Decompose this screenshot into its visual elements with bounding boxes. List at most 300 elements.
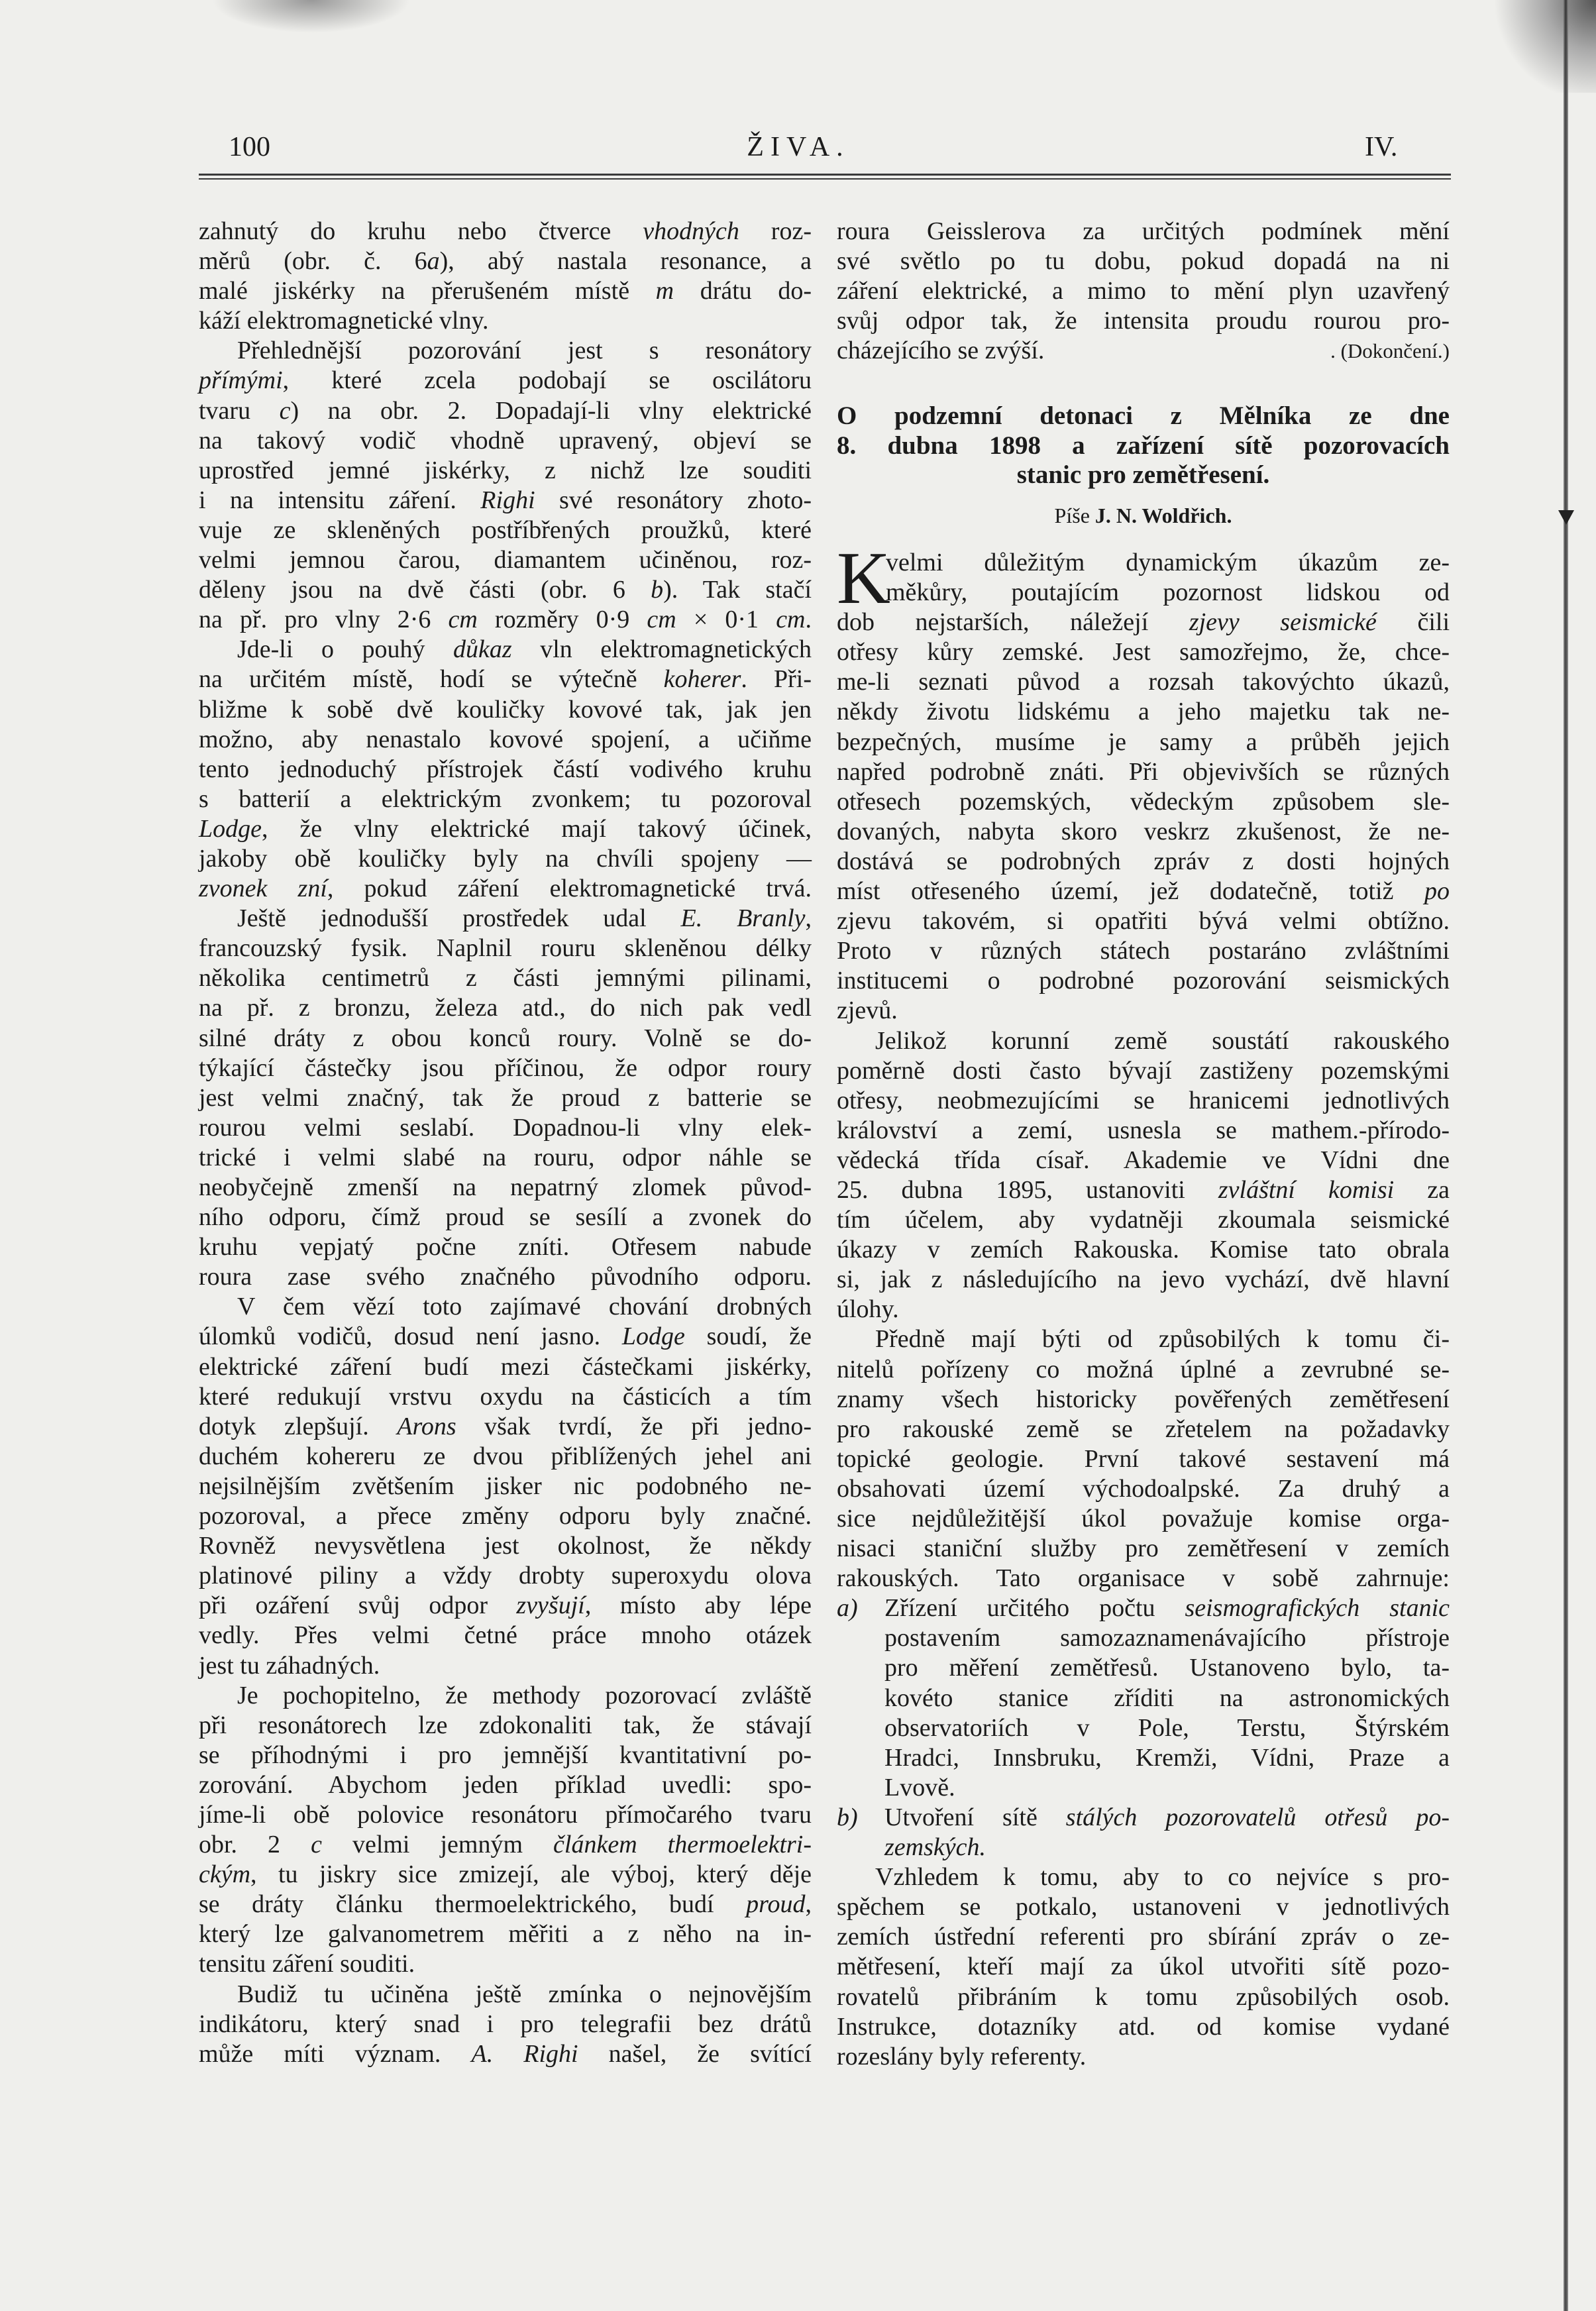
text-run: duchém kohereru ze dvou přiblížených jehel ani bbox=[199, 1442, 812, 1470]
text-line bbox=[837, 936, 1450, 966]
text-run: vedly. Přes velmi četné práce mnoho otázek bbox=[199, 1621, 812, 1650]
italic-text: a bbox=[427, 247, 440, 276]
text-line bbox=[199, 1890, 812, 1919]
text-line bbox=[199, 904, 812, 934]
text-run: V čem vězí toto zajímavé chování drobných bbox=[237, 1293, 812, 1321]
text-run: bezpečných, musíme je samy a průběh jejich bbox=[837, 727, 1450, 756]
text-run: nejsilnějším zvětšením jisker nic podobného ne- bbox=[199, 1472, 812, 1500]
text-run: ), abý nastala resonance, a bbox=[439, 247, 812, 276]
text-line bbox=[199, 755, 812, 784]
text-run: Lvově. bbox=[884, 1773, 955, 1801]
text-line bbox=[199, 1860, 812, 1890]
text-line bbox=[199, 1472, 812, 1501]
text-line bbox=[837, 548, 1450, 578]
right-column-continuation bbox=[837, 217, 1450, 366]
text-line bbox=[199, 2039, 812, 2069]
text-line bbox=[199, 725, 812, 755]
text-line bbox=[837, 276, 1450, 306]
text-line bbox=[837, 1564, 1450, 1593]
scan-smudge bbox=[212, 0, 411, 33]
volume-number: IV. bbox=[1365, 132, 1398, 162]
text-run: které redukují vrstvu oxydu na částicích a tím bbox=[199, 1382, 812, 1411]
text-line bbox=[199, 635, 812, 665]
text-run: na takový vodič vhodně upravený, objeví se bbox=[199, 426, 812, 455]
italic-text: E. Branly bbox=[680, 904, 806, 933]
text-line bbox=[199, 1173, 812, 1203]
text-line bbox=[199, 1651, 812, 1681]
text-line bbox=[837, 1684, 1450, 1713]
text-run: však tvrdí, že při jedno- bbox=[456, 1412, 812, 1440]
text-line bbox=[837, 1653, 1450, 1683]
text-line bbox=[837, 1862, 1450, 1892]
text-run: měkůry, poutajícím pozornost lidskou od bbox=[886, 578, 1450, 607]
text-run: platinové piliny a vždy drobty superoxydu olova bbox=[199, 1562, 812, 1590]
running-head-journal: ŽIVA. bbox=[747, 132, 850, 162]
text-run: napřed podrobně znáti. Při objevivších se různých bbox=[837, 757, 1450, 786]
italic-text: Lodge bbox=[621, 1322, 685, 1351]
text-line bbox=[837, 2042, 1450, 2072]
text-run: při resonátorech lze zdokonaliti tak, že stávají bbox=[199, 1711, 812, 1739]
left-column bbox=[199, 217, 812, 2069]
text-line bbox=[199, 1681, 812, 1711]
text-run: Předně mají býti od způsobilých k tomu či- bbox=[875, 1325, 1450, 1354]
text-line bbox=[199, 665, 812, 694]
page-edge bbox=[1564, 0, 1568, 2311]
text-run: trické i velmi slabé na rouru, odpor náhle se bbox=[199, 1143, 812, 1171]
text-line bbox=[199, 1203, 812, 1232]
text-run: své světlo po tu dobu, pokud dopadá na ni bbox=[837, 247, 1450, 276]
text-run: měrů (obr. č. 6 bbox=[199, 247, 427, 276]
text-run: se dráty článku thermoelektrického, budí bbox=[199, 1890, 747, 1919]
text-line bbox=[837, 246, 1450, 276]
text-run: , pokud záření elektromagnetické trvá. bbox=[327, 875, 812, 903]
text-line bbox=[199, 1980, 812, 2010]
text-run: rovatelů přibráním k tomu způsobilých osob. bbox=[837, 1982, 1450, 2011]
text-run: Rovněž nevysvětlena jest okolnost, že někdy bbox=[199, 1532, 812, 1560]
text-line bbox=[837, 336, 1450, 366]
text-line bbox=[837, 787, 1450, 817]
text-line bbox=[837, 727, 1450, 757]
text-line bbox=[199, 993, 812, 1023]
text-line bbox=[837, 1324, 1450, 1354]
text-line bbox=[199, 814, 812, 844]
text-run: možno, aby nenastalo kovové spojení, a učiňme bbox=[199, 725, 812, 753]
text-run: × 0·1 bbox=[676, 606, 776, 634]
text-run: observatoriích v Pole, Terstu, Štýrském bbox=[884, 1713, 1450, 1742]
italic-text: seismografických stanic bbox=[1185, 1594, 1450, 1623]
text-run: dostává se podrobných zpráv z dosti hojných bbox=[837, 847, 1450, 875]
text-run: týkající částečky jsou příčinou, že odpor roury bbox=[199, 1053, 812, 1082]
text-line bbox=[837, 1534, 1450, 1564]
text-run: roura zase svého značného původního odporu. bbox=[199, 1263, 812, 1291]
text-line bbox=[837, 847, 1450, 877]
text-run: Instrukce, dotazníky atd. od komise vydané bbox=[837, 2012, 1450, 2041]
italic-text: cm bbox=[647, 606, 676, 634]
text-run: čili bbox=[1376, 608, 1450, 637]
text-run: zorování. Abychom jeden příklad uvedli: spo- bbox=[199, 1770, 812, 1799]
text-line bbox=[199, 1262, 812, 1292]
text-line bbox=[837, 996, 1450, 1026]
text-line bbox=[199, 2010, 812, 2039]
page-number: 100 bbox=[229, 132, 270, 162]
text-line bbox=[837, 1175, 1450, 1205]
italic-text: přímými bbox=[199, 366, 283, 395]
italic-text: Righi bbox=[480, 486, 535, 514]
text-line bbox=[199, 1949, 812, 1979]
text-line bbox=[837, 1385, 1450, 1415]
italic-text: vhodných bbox=[643, 217, 739, 245]
article-body bbox=[837, 548, 1450, 2072]
text-line bbox=[199, 1830, 812, 1860]
text-line bbox=[837, 460, 1450, 490]
italic-text: cm bbox=[776, 606, 806, 634]
text-line bbox=[199, 366, 812, 396]
text-line bbox=[199, 1352, 812, 1382]
text-line bbox=[199, 1024, 812, 1053]
text-run: , že vlny elektrické mají takový účinek, bbox=[262, 814, 812, 843]
text-line bbox=[199, 276, 812, 306]
text-line bbox=[837, 637, 1450, 667]
header-rule-top bbox=[199, 174, 1451, 176]
text-line bbox=[837, 1803, 1450, 1833]
scan-corner-shadow bbox=[1484, 0, 1596, 93]
text-run: Proto v různých státech postaráno zvláštními bbox=[837, 937, 1450, 965]
text-line bbox=[199, 934, 812, 963]
text-line bbox=[837, 1355, 1450, 1385]
text-line bbox=[837, 906, 1450, 936]
text-run: který lze galvanometrem měřiti a z něho na in- bbox=[199, 1920, 812, 1949]
text-run: postavením samozaznamenávajícího přístroje bbox=[884, 1624, 1450, 1652]
text-run: kovéto stanice zříditi na astronomických bbox=[884, 1684, 1450, 1712]
text-run: úkazy v zemích Rakouska. Komise tato obrala bbox=[837, 1236, 1450, 1264]
text-run: tensitu záření souditi. bbox=[199, 1950, 415, 1978]
text-run: našel, že svítící bbox=[578, 2039, 812, 2068]
text-line bbox=[199, 1501, 812, 1531]
text-run: se příhodnými i pro jemnější kvantitativní po- bbox=[199, 1741, 812, 1769]
text-line bbox=[199, 1143, 812, 1173]
text-line bbox=[199, 1711, 812, 1741]
text-line bbox=[199, 1292, 812, 1322]
text-run: mětřesení, kteří mají za úkol utvořiti sítě pozo- bbox=[837, 1953, 1450, 1981]
text-run: tento jednoduchý přístrojek částí vodivého kruhu bbox=[199, 755, 812, 783]
italic-text: stálých pozorovatelů otřesů po- bbox=[1065, 1803, 1450, 1831]
text-run: , tu jiskry sice zmizejí, ale výboj, který děje bbox=[250, 1860, 812, 1889]
text-run: svůj odpor tak, že intensita proudu rourou pro- bbox=[837, 307, 1450, 335]
text-line bbox=[199, 784, 812, 814]
text-line bbox=[199, 1561, 812, 1591]
text-line bbox=[837, 1892, 1450, 1922]
list-label: b) bbox=[837, 1803, 858, 1831]
text-line bbox=[837, 1415, 1450, 1444]
byline-prefix: Píše bbox=[1054, 504, 1090, 527]
text-run: stanic pro zemětřesení. bbox=[1016, 460, 1270, 489]
text-run: zemích ústřední referenti pro sbírání zpráv o ze- bbox=[837, 1923, 1450, 1951]
text-run: vuje ze skleněných postříbřených proužků, které bbox=[199, 515, 812, 544]
italic-text: zvláštní komisi bbox=[1218, 1175, 1395, 1204]
text-line bbox=[199, 695, 812, 725]
italic-text: m bbox=[655, 277, 674, 305]
text-run: Hradci, Innsbruku, Kremži, Vídni, Praze a bbox=[884, 1743, 1450, 1772]
text-run: někdy životu lidskému a jeho majetku tak ne- bbox=[837, 698, 1450, 726]
text-line bbox=[199, 963, 812, 993]
continuation-note: . (Dokončení.) bbox=[1330, 339, 1450, 363]
list-label: a) bbox=[837, 1594, 858, 1623]
text-line bbox=[199, 426, 812, 456]
text-run: dob nejstarších, náležejí bbox=[837, 608, 1189, 637]
text-line bbox=[837, 1026, 1450, 1056]
text-line bbox=[837, 1265, 1450, 1295]
text-run: soudí, že bbox=[684, 1322, 812, 1351]
text-line bbox=[199, 456, 812, 486]
text-run: 8. dubna 1898 a zařízení sítě pozorovacích bbox=[837, 431, 1450, 460]
text-run: míst otřeseného území, jež dodatečně, totiž bbox=[837, 877, 1424, 906]
text-run: indikátoru, který snad i pro telegrafii bez drátů bbox=[199, 2010, 812, 2038]
text-run: jest velmi značný, tak že proud z batterie se bbox=[199, 1083, 812, 1112]
text-line bbox=[837, 1623, 1450, 1653]
italic-text: zjevy seismické bbox=[1189, 608, 1377, 637]
text-line bbox=[199, 1053, 812, 1083]
text-line bbox=[837, 306, 1450, 336]
text-run: tím účelem, aby vydatněji zkoumala seismické bbox=[837, 1206, 1450, 1234]
italic-text: c bbox=[279, 396, 291, 425]
text-run: na určitém místě, hodí se výtečně bbox=[199, 665, 664, 694]
text-run: poměrně dosti často bývají zastiženy pozemskými bbox=[837, 1056, 1450, 1085]
text-run: i na intensitu záření. bbox=[199, 486, 481, 514]
text-run: me-li seznati původ a rozsah takovýchto úkazů, bbox=[837, 668, 1450, 696]
text-line bbox=[837, 1713, 1450, 1743]
text-run: , které zcela podobají se oscilátoru bbox=[282, 366, 812, 395]
text-line bbox=[837, 1474, 1450, 1504]
text-run: své resonátory zhoto- bbox=[535, 486, 812, 514]
text-line bbox=[837, 1922, 1450, 1952]
text-run: úlohy. bbox=[837, 1295, 899, 1324]
text-run: znamy všech historicky pověřených zemětřesení bbox=[837, 1385, 1450, 1413]
text-line bbox=[837, 1743, 1450, 1773]
text-line bbox=[837, 1146, 1450, 1175]
text-line bbox=[199, 1232, 812, 1262]
text-line bbox=[837, 817, 1450, 847]
text-run: rourou velmi seslabí. Dopadnou-li vlny elek- bbox=[199, 1113, 812, 1142]
text-run: dovaných, nabyta skoro veskrz zkušenost, že ne- bbox=[837, 817, 1450, 845]
text-line bbox=[199, 545, 812, 575]
text-run: Vzhledem k tomu, aby to co nejvíce s pro- bbox=[875, 1863, 1450, 1892]
text-run: při ozáření svůj odpor bbox=[199, 1591, 517, 1620]
text-run: si, jak z následujícího na jevo vychází, dvě hlavní bbox=[837, 1265, 1450, 1294]
text-line bbox=[199, 1322, 812, 1352]
article-title bbox=[837, 402, 1450, 490]
text-run: za bbox=[1394, 1175, 1450, 1204]
text-line bbox=[199, 1741, 812, 1770]
text-line bbox=[837, 1235, 1450, 1265]
text-run: . bbox=[805, 606, 812, 634]
text-line bbox=[837, 217, 1450, 246]
text-line bbox=[199, 396, 812, 426]
text-run: kruhu vepjatý počne zníti. Otřesem nabude bbox=[199, 1233, 812, 1262]
text-run: obr. 2 bbox=[199, 1831, 311, 1859]
text-run: , místo aby lépe bbox=[584, 1591, 812, 1620]
text-run: velmi jemným bbox=[321, 1831, 554, 1859]
text-run: rozeslány byly referenty. bbox=[837, 2042, 1087, 2070]
text-run: velmi jemnou čarou, diamantem učiněnou, roz- bbox=[199, 546, 812, 574]
text-line bbox=[837, 1593, 1450, 1623]
text-line bbox=[837, 1205, 1450, 1235]
text-line bbox=[199, 1531, 812, 1561]
text-run: Přehlednější pozorování jest s resonátory bbox=[237, 337, 812, 365]
text-run: může míti význam. bbox=[199, 2039, 472, 2068]
text-run: záření elektrické, a mimo to mění plyn uzavřený bbox=[837, 277, 1450, 305]
text-line bbox=[837, 1086, 1450, 1116]
text-run: zjevů. bbox=[837, 996, 898, 1025]
text-run: jest tu záhadných. bbox=[199, 1651, 380, 1680]
page-edge-mark bbox=[1558, 510, 1574, 525]
text-run: nisaci staniční služby pro zemětřesení v zemích bbox=[837, 1534, 1450, 1563]
text-run: otřesech pozemských, vědeckým způsobem sle- bbox=[837, 787, 1450, 816]
italic-text: zvyšují bbox=[516, 1591, 585, 1620]
italic-text: důkaz bbox=[453, 635, 512, 664]
text-run: velmi důležitým dynamickým úkazům ze- bbox=[886, 549, 1450, 576]
text-run: . Při- bbox=[741, 665, 812, 694]
text-line bbox=[199, 1800, 812, 1830]
text-run: otřesy kůry zemské. Jest samozřejmo, že, chce- bbox=[837, 638, 1450, 667]
italic-text: ckým bbox=[199, 1860, 251, 1889]
text-line bbox=[837, 1773, 1450, 1803]
text-run: na př. pro vlny 2·6 bbox=[199, 606, 449, 634]
text-line bbox=[837, 1833, 1450, 1862]
italic-text: článkem thermoelektri- bbox=[553, 1831, 812, 1859]
text-run: vln elektromagnetických bbox=[511, 635, 812, 664]
text-run: bližme k sobě dvě kouličky kovové tak, jak jen bbox=[199, 695, 812, 724]
text-run: malé jiskérky na přerušeném místě bbox=[199, 277, 656, 305]
text-run: několika centimetrů z části jemnými pilinami, bbox=[199, 964, 812, 993]
drop-cap: K bbox=[837, 537, 890, 619]
text-line bbox=[837, 608, 1450, 637]
text-line bbox=[199, 1113, 812, 1143]
text-run: nitelů pořízeny co možná úplné a zevrubné se- bbox=[837, 1355, 1450, 1383]
text-run: sice nejdůležitější úkol považuje komise orga- bbox=[837, 1505, 1450, 1532]
text-run: topické geologie. První takové sestavení má bbox=[837, 1444, 1450, 1473]
text-line bbox=[199, 306, 812, 336]
text-line bbox=[199, 515, 812, 545]
text-line bbox=[199, 217, 812, 246]
text-line bbox=[199, 246, 812, 276]
text-run: ního odporu, čímž proud se sesílí a zvonek do bbox=[199, 1203, 812, 1232]
text-run: drátu do- bbox=[674, 277, 812, 305]
text-line bbox=[199, 336, 812, 366]
text-line bbox=[837, 1295, 1450, 1324]
text-line bbox=[837, 966, 1450, 996]
text-run: pro měření zemětřesů. Ustanoveno bylo, ta- bbox=[884, 1654, 1450, 1682]
text-line bbox=[199, 1412, 812, 1442]
text-line bbox=[199, 1591, 812, 1621]
text-run: rakouských. Tato organisace v sobě zahrnuje: bbox=[837, 1564, 1450, 1593]
text-run: roz- bbox=[739, 217, 812, 245]
text-run: obsahovati území východoalpské. Za druhý a bbox=[837, 1474, 1450, 1503]
text-run: roura Geisslerova za určitých podmínek mění bbox=[837, 217, 1450, 245]
text-line bbox=[837, 1952, 1450, 1982]
text-run: jakoby obě kouličky byly na chvíli spojeny — bbox=[199, 844, 812, 873]
text-run: otřesy, neobmezujícími se hranicemi jednotlivých bbox=[837, 1086, 1450, 1114]
text-run: Jelikož korunní země soustátí rakouského bbox=[875, 1026, 1450, 1055]
text-run: dotyk zlepšují. bbox=[199, 1412, 398, 1440]
italic-text: Lodge bbox=[199, 814, 262, 843]
text-run: království a zemí, usnesla se mathem.-přírodo- bbox=[837, 1116, 1450, 1144]
text-run: , bbox=[805, 1890, 812, 1919]
text-run: Jde-li o pouhý bbox=[237, 635, 454, 664]
text-run: neobyčejně zmenší na nepatrný zlomek původ- bbox=[199, 1173, 812, 1201]
text-run: káží elektromagnetické vlny. bbox=[199, 307, 489, 335]
text-run: elektrické záření budí mezi částečkami jiskérky, bbox=[199, 1352, 812, 1381]
text-run: uprostřed jemné jiskérky, z nichž lze souditi bbox=[199, 456, 812, 484]
text-line bbox=[837, 1504, 1450, 1534]
text-line bbox=[837, 1982, 1450, 2012]
text-run: , bbox=[805, 904, 812, 933]
text-run: děleny jsou na dvě části (obr. 6 bbox=[199, 576, 651, 604]
text-run: silné dráty z obou konců roury. Volně se do- bbox=[199, 1024, 812, 1052]
italic-text: zvonek zní bbox=[199, 875, 327, 903]
text-run: pozoroval, a přece změny odporu byly značné. bbox=[199, 1502, 812, 1531]
text-line bbox=[199, 1621, 812, 1650]
italic-text: po bbox=[1424, 877, 1450, 906]
text-line bbox=[199, 1919, 812, 1949]
text-line bbox=[199, 1083, 812, 1113]
text-run: ). Tak stačí bbox=[663, 576, 812, 604]
text-run: rozměry 0·9 bbox=[477, 606, 647, 634]
text-line bbox=[837, 1116, 1450, 1146]
text-run: francouzský fysik. Naplnil rouru skleněnou délky bbox=[199, 934, 812, 963]
article-byline bbox=[837, 501, 1450, 530]
text-line bbox=[837, 667, 1450, 697]
text-line bbox=[837, 877, 1450, 906]
text-run: Budiž tu učiněna ještě zmínka o nejnovějším bbox=[237, 1980, 812, 2008]
text-run: úlomků vodičů, dosud není jasno. bbox=[199, 1322, 622, 1351]
text-run: zahnutý do kruhu nebo čtverce bbox=[199, 217, 643, 245]
text-line bbox=[199, 605, 812, 635]
text-run: na př. z bronzu, železa atd., do nich pak vedl bbox=[199, 994, 812, 1022]
text-line bbox=[199, 575, 812, 605]
text-run: s batterií a elektrickým zvonkem; tu pozoroval bbox=[199, 784, 812, 813]
italic-text: zemských. bbox=[884, 1833, 986, 1862]
header-rule-bottom bbox=[199, 178, 1451, 180]
text-run: O podzemní detonaci z Mělníka ze dne bbox=[837, 402, 1450, 430]
text-line bbox=[837, 2012, 1450, 2042]
text-run: institucemi o podrobné pozorování seismických bbox=[837, 967, 1450, 995]
italic-text: b bbox=[651, 576, 664, 604]
italic-text: c bbox=[311, 1831, 322, 1859]
text-line bbox=[199, 1770, 812, 1800]
text-line bbox=[837, 757, 1450, 787]
byline-author: J. N. Woldřich. bbox=[1094, 504, 1232, 527]
text-run: 25. dubna 1895, ustanoviti bbox=[837, 1175, 1218, 1204]
italic-text: koherer bbox=[663, 665, 741, 694]
text-run: Zřízení určitého počtu bbox=[884, 1594, 1185, 1623]
italic-text: proud bbox=[746, 1890, 806, 1919]
text-run: jíme-li obě polovice resonátoru přímočarého tvaru bbox=[199, 1800, 812, 1829]
text-line bbox=[837, 431, 1450, 461]
text-line bbox=[199, 844, 812, 874]
italic-text: A. Righi bbox=[471, 2039, 578, 2068]
text-line bbox=[199, 486, 812, 515]
text-line bbox=[837, 1444, 1450, 1474]
italic-text: Arons bbox=[397, 1412, 456, 1440]
text-run: zjevu takovém, si opatřiti bývá velmi obtížno. bbox=[837, 907, 1450, 936]
text-line bbox=[199, 1442, 812, 1472]
text-line bbox=[837, 697, 1450, 727]
text-run: ) na obr. 2. Dopadají-li vlny elektrické bbox=[290, 396, 812, 425]
text-line bbox=[837, 578, 1450, 608]
text-run: vědecká třída císař. Akademie ve Vídni dne bbox=[837, 1146, 1450, 1174]
italic-text: cm bbox=[448, 606, 478, 634]
text-run: Ještě jednodušší prostředek udal bbox=[237, 904, 681, 933]
